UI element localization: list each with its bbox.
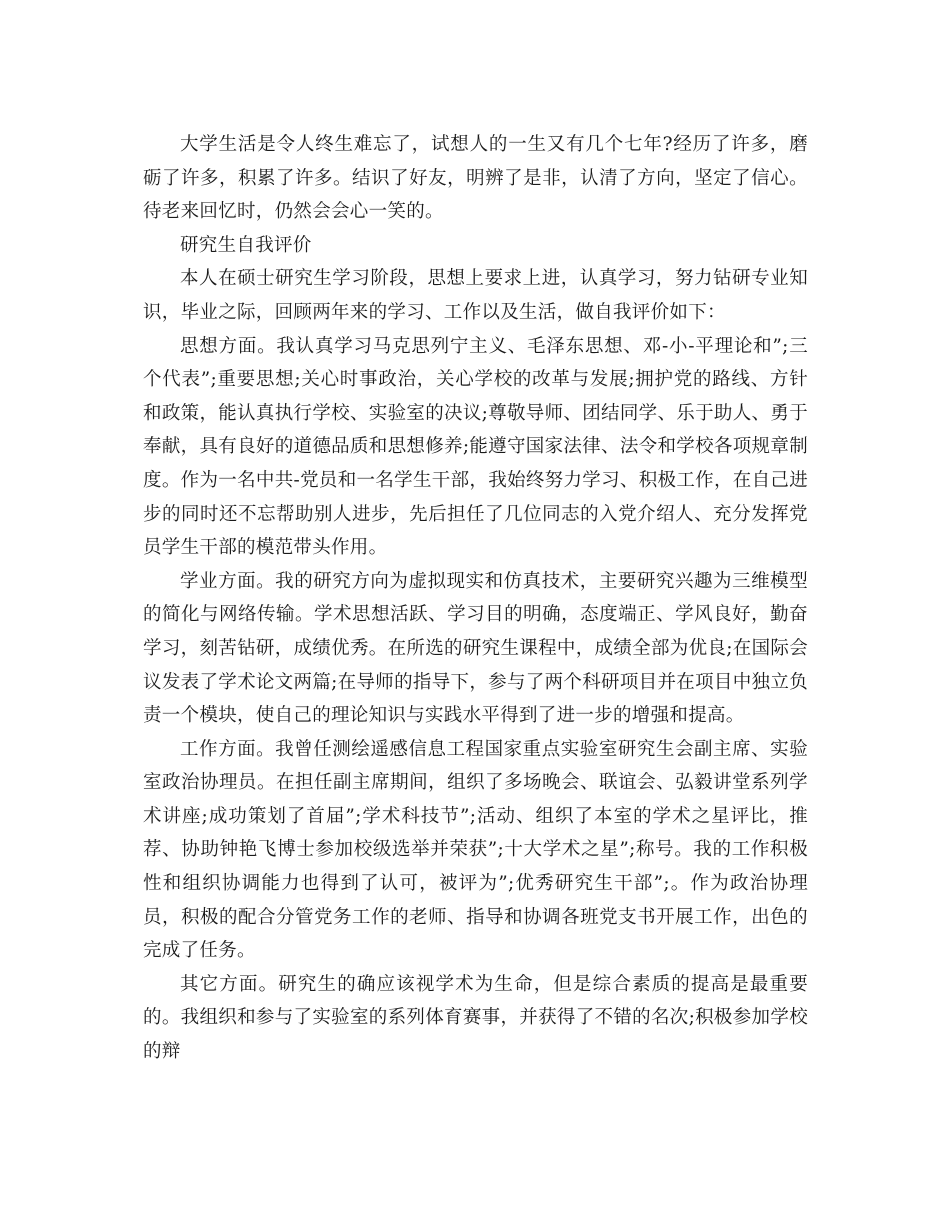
intro-paragraph: 大学生活是令人终生难忘了，试想人的一生又有几个七年?经历了许多，磨砺了许多，积累了许多。结识了好友，明辨了是非，认清了方向，坚定了信心。待老来回忆时，仍然会会心一笑的。 [143, 134, 808, 223]
academic-paragraph: 学业方面。我的研究方向为虚拟现实和仿真技术，主要研究兴趣为三维模型的简化与网络传输。学术思想活跃、学习目的明确，态度端正、学风良好，勤奋学习，刻苦钻研，成绩优秀。在所选的研究生课程中，成绩全部为优良;在国际会议发表了学术论文两篇;在导师的指导下，参与了两个科研项目并在项目中独立负责一个模块，使自己的理论知识与实践水平得到了进一步的增强和提高。 [143, 570, 808, 727]
section-heading: 研究生自我评价 [180, 234, 312, 256]
overview-paragraph: 本人在硕士研究生学习阶段，思想上要求上进，认真学习，努力钻研专业知识，毕业之际，回顾两年来的学习、工作以及生活，做自我评价如下： [143, 268, 808, 323]
ideology-paragraph: 思想方面。我认真学习马克思列宁主义、毛泽东思想、邓-小-平理论和”;三个代表”;重要思想;关心时事政治，关心学校的改革与发展;拥护党的路线、方针和政策，能认真执行学校、实验室的决议;尊敬导师、团结同学、乐于助人、勇于奉献，具有良好的道德品质和思想修养;能遵守国家法律、法令和学校各项规章制度。作为一名中共-党员和一名学生干部，我始终努力学习、积极工作，在自己进步的同时还不忘帮助别人进步，先后担任了几位同志的入党介绍人、充分发挥党员学生干部的模范带头作用。 [143, 335, 808, 559]
work-paragraph: 工作方面。我曾任测绘遥感信息工程国家重点实验室研究生会副主席、实验室政治协理员。在担任副主席期间，组织了多场晚会、联谊会、弘毅讲堂系列学术讲座;成功策划了首届”;学术科技节”;活动、组织了本室的学术之星评比，推荐、协助钟艳飞博士参加校级选举并荣获”;十大学术之星”;称号。我的工作积极性和组织协调能力也得到了认可，被评为”;优秀研究生干部”;。作为政治协理员，积极的配合分管党务工作的老师、指导和协调各班党支书开展工作，出色的完成了任务。 [143, 738, 808, 962]
other-paragraph: 其它方面。研究生的确应该视学术为生命，但是综合素质的提高是最重要的。我组织和参与了实验室的系列体育赛事，并获得了不错的名次;积极参加学校的辩 [143, 973, 808, 1063]
document-body [143, 128, 808, 1069]
